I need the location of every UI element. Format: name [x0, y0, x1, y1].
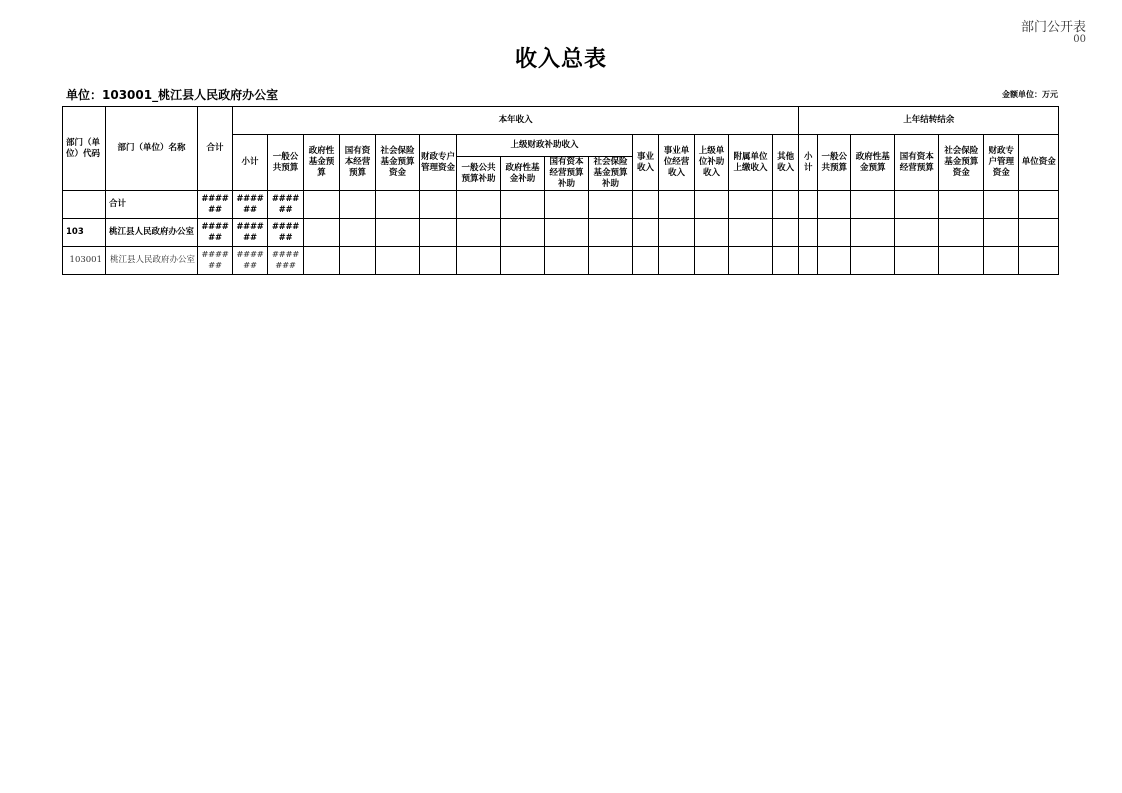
table-row-total [63, 191, 1059, 219]
table-cell [589, 191, 633, 219]
header-row-1 [63, 107, 1059, 135]
table-cell [818, 247, 851, 275]
table-cell [545, 247, 589, 275]
table-cell [984, 247, 1019, 275]
table-cell [729, 219, 773, 247]
page-title: 收入总表 [514, 47, 607, 72]
table-cell [818, 191, 851, 219]
table-cell [340, 247, 376, 275]
cell-name: 桃江县人民政府办公室 [106, 219, 198, 247]
table-cell [501, 191, 545, 219]
header-state-capital: 国有资本经营预算 [340, 135, 376, 191]
report-number-text: 部门公开表 [1020, 20, 1086, 35]
cell-code [63, 191, 106, 219]
table-cell [304, 191, 340, 219]
table-cell [851, 219, 895, 247]
cell-name: 桃江县人民政府办公室 [106, 247, 198, 275]
table-cell [729, 191, 773, 219]
table-cell [695, 191, 729, 219]
table-cell [376, 191, 420, 219]
table-cell [799, 191, 818, 219]
cell-general-budget: ####### [268, 247, 304, 275]
cell-subtotal: ###### [233, 219, 268, 247]
table-row-unit [63, 247, 1059, 275]
table-cell [939, 247, 984, 275]
header-other-income: 其他收入 [773, 135, 799, 191]
header-total: 合计 [198, 107, 233, 191]
report-number-label [1020, 16, 1086, 45]
header-name: 部门（单位）名称 [106, 107, 198, 191]
header-py-fiscal-special: 财政专户管理资金 [984, 135, 1019, 191]
table-cell [420, 247, 457, 275]
cell-general-budget: ###### [268, 191, 304, 219]
table-cell [545, 219, 589, 247]
table-cell [633, 247, 659, 275]
table-cell [376, 247, 420, 275]
table-cell [695, 219, 729, 247]
table-cell [304, 219, 340, 247]
header-py-state-capital: 国有资本经营预算 [895, 135, 939, 191]
table-cell [659, 219, 695, 247]
table-cell [633, 191, 659, 219]
header-superior-subsidy: 上级财政补助收入 [457, 135, 633, 157]
table-cell [799, 247, 818, 275]
cell-total: ###### [198, 247, 233, 275]
table-cell [1019, 247, 1059, 275]
table-row-department [63, 219, 1059, 247]
table-cell [939, 191, 984, 219]
header-current-year: 本年收入 [233, 107, 799, 135]
table-cell [773, 191, 799, 219]
table-cell [984, 219, 1019, 247]
table-cell [589, 219, 633, 247]
table-cell [695, 247, 729, 275]
header-fiscal-special: 财政专户管理资金 [420, 135, 457, 191]
header-business-operating: 事业单位经营收入 [659, 135, 695, 191]
table-cell [304, 247, 340, 275]
table-cell [895, 219, 939, 247]
cell-code: 103001 [63, 247, 106, 275]
table-cell [773, 219, 799, 247]
table-cell [545, 191, 589, 219]
header-affiliated-payment: 附属单位上缴收入 [729, 135, 773, 191]
income-summary-table [62, 106, 1059, 275]
table-cell [501, 247, 545, 275]
table-cell [984, 191, 1019, 219]
table-cell [420, 219, 457, 247]
unit-label: 单位：103001_桃江县人民政府办公室 [66, 88, 279, 102]
table-cell [1019, 191, 1059, 219]
header-superior-unit-subsidy: 上级单位补助收入 [695, 135, 729, 191]
header-subtotal: 小计 [233, 135, 268, 191]
header-prior-year: 上年结转结余 [799, 107, 1059, 135]
amount-unit-label: 金额单位：万元 [1002, 90, 1058, 99]
header-business-income: 事业收入 [633, 135, 659, 191]
cell-name: 合计 [106, 191, 198, 219]
cell-subtotal: ###### [233, 191, 268, 219]
table-cell [895, 191, 939, 219]
header-py-general: 一般公共预算 [818, 135, 851, 191]
table-cell [420, 191, 457, 219]
table-cell [939, 219, 984, 247]
header-sub-gov-fund: 政府性基金补助 [501, 157, 545, 191]
header-sub-general: 一般公共预算补助 [457, 157, 501, 191]
header-sub-state-capital: 国有资本经营预算补助 [545, 157, 589, 191]
table-cell [633, 219, 659, 247]
header-gov-fund: 政府性基金预算 [304, 135, 340, 191]
table-cell [729, 247, 773, 275]
cell-subtotal: ###### [233, 247, 268, 275]
table-cell [340, 191, 376, 219]
table-cell [659, 247, 695, 275]
table-cell [457, 191, 501, 219]
header-py-unit-funds: 单位资金 [1019, 135, 1059, 191]
table-cell [457, 219, 501, 247]
table-cell [589, 247, 633, 275]
header-code: 部门（单位）代码 [63, 107, 106, 191]
header-py-social: 社会保险基金预算资金 [939, 135, 984, 191]
table-cell [851, 191, 895, 219]
cell-general-budget: ###### [268, 219, 304, 247]
table-cell [457, 247, 501, 275]
cell-code: 103 [63, 219, 106, 247]
table-cell [501, 219, 545, 247]
table-cell [376, 219, 420, 247]
table-cell [851, 247, 895, 275]
cell-total: ###### [198, 219, 233, 247]
table-cell [1019, 219, 1059, 247]
table-cell [818, 219, 851, 247]
table-cell [799, 219, 818, 247]
header-social-insurance: 社会保险基金预算资金 [376, 135, 420, 191]
header-general-budget: 一般公共预算 [268, 135, 304, 191]
table-cell [659, 191, 695, 219]
header-py-subtotal: 小计 [799, 135, 818, 191]
header-sub-social: 社会保险基金预算补助 [589, 157, 633, 191]
table-cell [773, 247, 799, 275]
report-number-cut: 00 [1073, 34, 1086, 45]
table-cell [340, 219, 376, 247]
table-cell [895, 247, 939, 275]
cell-total: ###### [198, 191, 233, 219]
header-py-gov-fund: 政府性基金预算 [851, 135, 895, 191]
